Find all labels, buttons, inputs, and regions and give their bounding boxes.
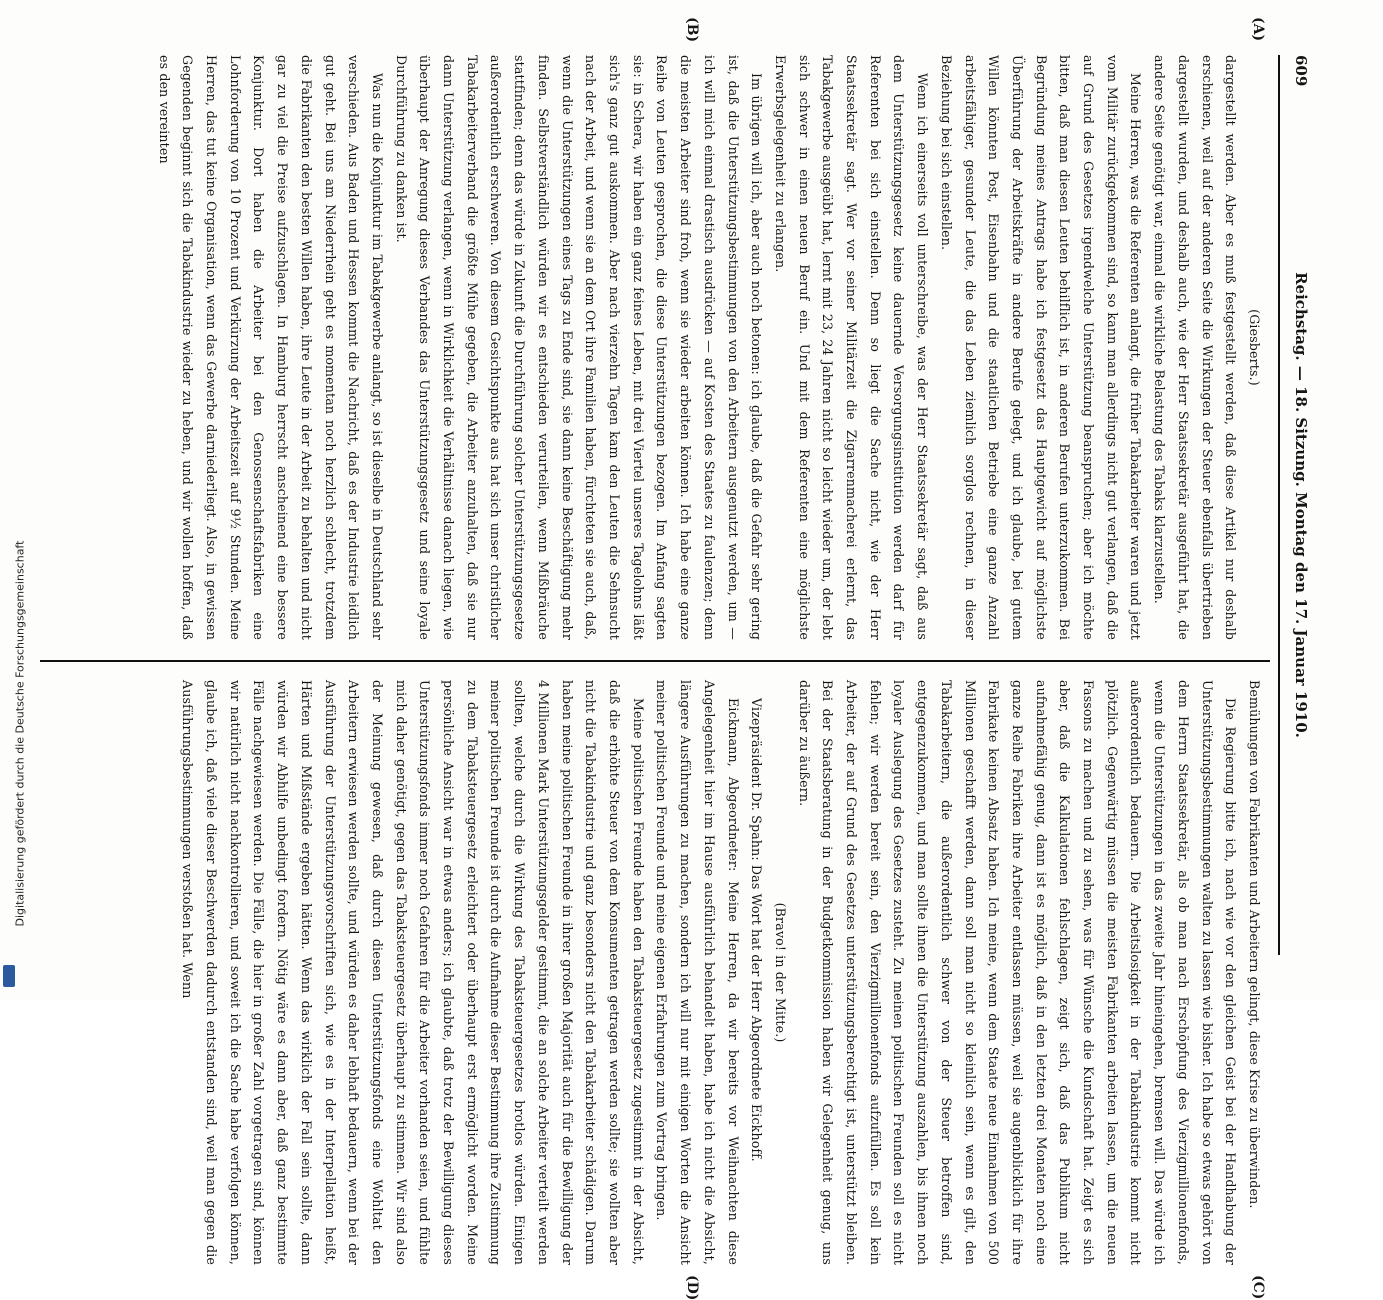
speaker-tag: (Giesberts.) [1247,309,1262,386]
speaker-intro: Vizepräsident Dr. Spahn: Das Wort hat der Herr Abgeordnete Eickhoff. [749,698,765,1162]
margin-mark-b: (B) [684,17,700,43]
paragraph: Meine Herren, was die Referenten anlangt, die früher Tabakarbeiter waren und jetzt vom Militär zurückgekommen sind, so kann man allerdings nicht gut verlangen, daß die auf Grund des Gesetzes irgendwelche Unterstützung beanspruchen; aber ich möchte bitten, daß man diesen Leuten behilflich ist, in anderen Berufen unterzukommen. Bei Begründung meines Antrags habe ich festgesetzt das Hauptgewicht auf möglichste Überführung der Arbeitskräfte in andere Berufe gelegt, und ich glaube, bei gutem Willen könnten Post, Eisenbahn und die staatlichen Betriebe eine ganze Anzahl arbeitsfähiger, gesunder Leute, die das Leben ziemlich sorglos rechnen, in dieser Beziehung bei sich einstellen. [938,55,1144,640]
paragraph: Bemühungen von Fabrikanten und Arbeitern gelingt, diese Krise zu überwinden. [1247,680,1262,1209]
header-rule [1278,55,1280,955]
left-column [152,55,1266,640]
paragraph: Eickmann, Abgeordneter: Meine Herren, da wir bereits vor Weihnachten diese Angelegenheit hier im Hause ausführlich behandelt haben, habe ich nicht die Absicht, längere Ausführungen zu machen, sondern ich will nur mit einigen Worten die Ansicht meiner politischen Freunde und meine eigenen Erfahrungen zum Vortrag bringen. [654,680,741,1265]
margin-mark-d: (D) [684,1275,700,1300]
paragraph: Meine politischen Freunde haben den Tabaksteuergesetz zugestimmt in der Absicht, daß die erhöhte Steuer von dem Konsumenten getragen werden sollte; sie wollten aber nicht die Tabakindustrie und ganz besonders nicht den Tabakarbeiter schädigen. Darum haben meine politischen Freunde in ihrer großen Majorität auch für die Bewilligung der 4 Millionen Mark Unterstützungsgelder gestimmt, die an solche Arbeiter verteilt werden sollten, welche durch die Wirkung des Tabaksteuergesetzes brotlos würden. Einigen meiner politischen Freunde ist durch die Aufnahme dieser Bestimmung ihre Zustimmung zu dem Tabaksteuergesetz erleichtert oder überhaupt erst ermöglicht worden. Meine persönliche Ansicht war in etwas anders; ich glaubte, daß trotz der Bewilligung dieses Unterstützungsfonds immer noch Gefahren für die Arbeiter vorhanden seien, und fühlte mich daher genötigt, gegen das Tabaksteuergesetz überhaupt zu stimmen. Wir sind also der Meinung gewesen, daß durch diesen Unterstützungsfonds eine Wohltat den Arbeitern erwiesen werden sollte, und würden es daher lebhaft bedauern, wenn bei der Ausführung der Unterstützungsvorschriften sich, wie es in der Interpellation heißt, Härten und Mißstände ergeben hätten. Wenn das wirklich der Fall sein sollte, dann würden wir Abhilfe unbedingt fordern. Nötig wäre es dann aber, daß ganz bestimmte Fälle nachgewiesen werden. Die Fälle, die hier in großer Zahl vorgetragen sind, können wir natürlich nicht nachkontrollieren, und soweit ich die Sache habe verfolgen können, glaube ich, daß viele dieser Beschwerden dadurch entstanden sind, weil man gegen die Ausführungsbestimmungen verstoßen hat. Wenn [180,680,646,1265]
margin-mark-c: (C) [1250,1275,1266,1300]
applause-note: (Bravo! in der Mitte.) [772,902,788,1043]
paragraph: Wenn ich einerseits voll unterschreibe, was der Herr Staatssekretär sagt, daß aus dem Unterstützungsgesetz keine dauernde Versorgungsinstitution werden darf für Referenten bei sich einstellen. Denn so liegt die Sache nicht, wie der Herr Staatssekretär sagt. Wer vor seiner Militärzeit die Zigarrenmacherei erlernt, das Tabakgewerbe ausgeübt hat, lernt mit 23, 24 Jahren nicht so leicht wieder um, der lebt sich schwer in einen neuen Beruf ein. Und mit dem Referenten eine möglichste Erwerbsgelegenheit zu erlangen. [772,55,931,640]
right-column [176,680,1266,1265]
dfg-logo-icon [3,965,15,987]
digitization-credit: Digitalisierung gefördert durch die Deutsche Forschungsgemeinschaft [13,540,27,927]
page-header [1284,55,1310,955]
paragraph: Was nun die Konjunktur im Tabakgewerbe anlangt, so ist dieselbe in Deutschland sehr verschieden. Aus Baden und Hessen kommt die Nachricht, daß es der Industrie leidlich gut geht. Bei uns am Niederrhein geht es momentan noch herzlich schlecht, trotzdem die Fabrikanten den besten Willen haben, ihre Leute in der Arbeit zu behalten und nicht gar zu viel die Preise aufzuschlagen. In Hamburg herrscht anscheinend eine bessere Konjunktur. Dort haben die Arbeiter bei den Genossenschaftsfabriken eine Lohnforderung von 10 Prozent und Verkürzung der Arbeitszeit auf 9½ Stunden. Meine Herren, das tut keine Organisation, wenn das Gewerbe darniederliegt. Also, in gewissen Gegenden beginnt sich die Tabakindustrie wieder zu heben, und wir wollen hoffen, daß es den vereinten [156,55,385,640]
page-number: 609 [1292,55,1310,87]
paragraph: Im übrigen will ich, aber auch noch betonen: ich glaube, daß die Gefahr sehr gering ist, daß die Unterstützungsbestimmungen von den Arbeitern ausgenutzt werden, um — ich will mich einmal drastisch ausdrücken — auf Kosten des Staates zu faulenzen; denn die meisten Arbeiter sind froh, wenn sie wieder arbeiten können. Ich habe eine ganze Reihe von Leuten gesprochen, die diese Unterstützungen bezogen. Im Anfang sagten sie: in Schera, wir haben ein ganz feines Leben, mit drei Viertel unseres Tagelohns läßt sich's ganz gut auskommen. Aber nach vierzehn Tagen kam den Leuten die Sehnsucht nach der Arbeit, und wenn sie an dem Ort ihre Familien haben, fürchteten sie auch, daß, wenn die Unterstützungen eines Tags zu Ende sind, sie dann keine Beschäftigung mehr finden. Selbstverständlich würden wir es entschieden verurteilen, wenn Mißbräuche stattfinden; denn das würde in Zukunft die Durchführung solcher Unterstützungsgesetze außerordentlich erschweren. Von diesem Gesichtspunkte aus hat sich unser christlicher Tabakarbeiterverband die größte Mühe gegeben, die Arbeiter anzuhalten, daß sie nur dann Unterstützung verlangen, wenn in Wirklichkeit die Verhältnisse danach liegen, wie überhaupt der Anregung dieses Verbandes das Unterstützungsgesetz und seine loyale Durchführung zu danken ist. [393,55,765,640]
margin-mark-a: (A) [1250,17,1266,42]
paragraph: Die Regierung bitte ich, nach wie vor den gleichen Geist bei der Handhabung der Unterstützungsbestimmungen walten zu lassen wie bisher. Ich habe so etwas gehört von dem Herrn Staatssekretär, als ob man nach Erschöpfung des Vierzigmillionenfonds, wenn die Unterstützungen in das zweite Jahr hineingehen, bremsen will. Das würde ich außerordentlich bedauern. Die Arbeitslosigkeit in der Tabakindustrie kommt nicht plötzlich. Gegenwärtig müssen die meisten Fabrikanten arbeiten lassen, um die neuen Fassons zu machen und zu sehen, was für Wünsche die Kundschaft hat. Zeigt es sich aber, daß die Kalkulationen fehlschlagen, zeigt sich, daß das Publikum nicht aufnahmefähig genug, dann ist es möglich, daß in den letzten drei Monaten noch eine ganze Reihe Fabriken ihre Arbeiter entlassen müssen, weil sie augenblicklich für ihre Fabrikate keinen Absatz haben. Ich meine, wenn dem Staate neue Einnahmen von 500 Millionen geschafft werden, dann soll man nicht so kleinlich sein, wenn es gilt, den Tabakarbeitern, die außerordentlich schwer von der Steuer betroffen sind, entgegenzukommen, und man sollte ihnen die Unterstützung auszahlen, bis ihnen noch loyaler Auslegung des Gesetzes zusteht. Zu meinen politischen Freunden soll es nicht fehlen; wir werden bereit sein, den Vierzigmillionenfonds aufzufüllen. Es soll kein Arbeiter, der auf Grund des Gesetzes unterstützungsberechtigt ist, unterstützt bleiben. Bei der Staatsberatung in der Budgetkommission haben wir Gelegenheit genug, uns darüber zu äußern. [796,680,1239,1265]
running-title: Reichstag. — 18. Sitzung. Montag den 17. Januar 1910. [1292,272,1310,738]
paragraph: dargestellt werden. Aber es muß festgestellt werden, daß diese Artikel nur deshalb erschienen, weil auf der anderen Seite die Wirkungen der Steuer ebenfalls übertrieben dargestellt wurden, und deshalb auch, wie der Herr Staatssekretär ausgeführt hat, die andere Seite genötigt war, einmal die wirkliche Belastung des Tabaks klarzustellen. [1152,55,1239,640]
column-divider [40,660,1270,662]
rotated-document-page [30,17,1310,1300]
